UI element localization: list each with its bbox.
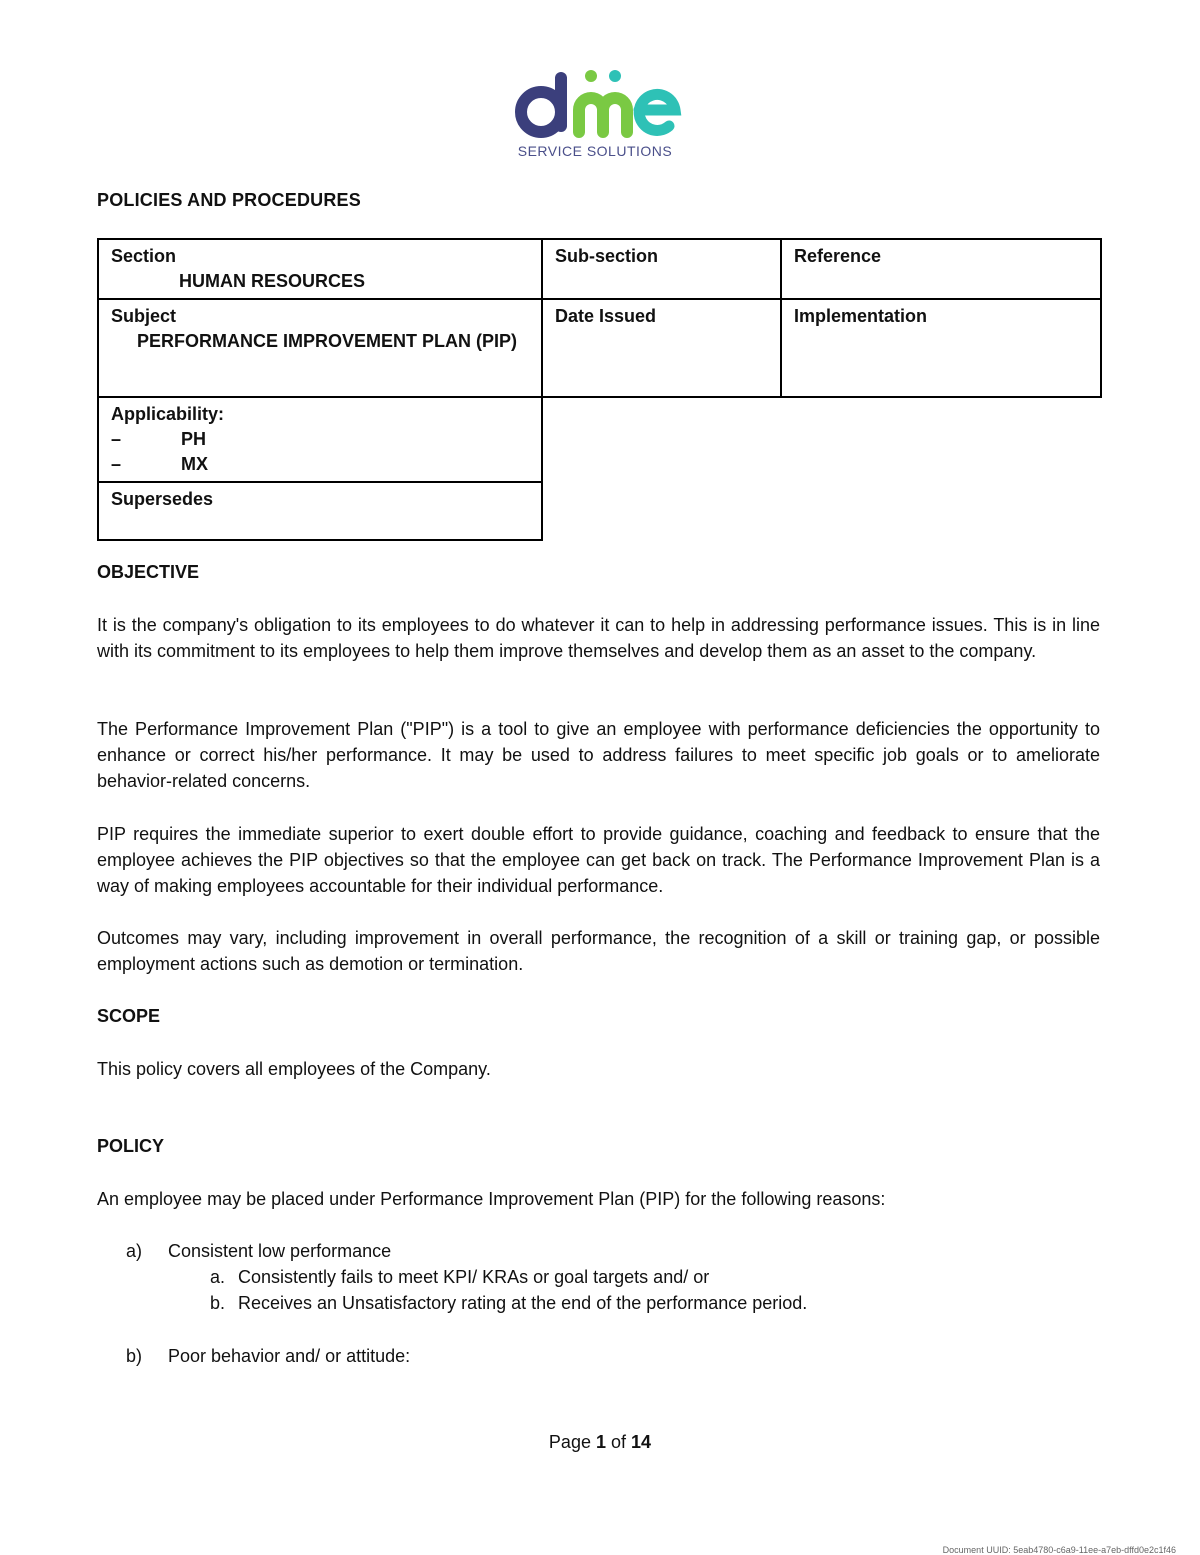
objective-title: OBJECTIVE [97, 562, 200, 582]
document-uuid: Document UUID: 5eab4780-c6a9-11ee-a7eb-dffd0e2c1f46 [942, 1545, 1176, 1555]
sub-list-marker: b. [210, 1293, 226, 1313]
sub-list-item: Receives an Unsatisfactory rating at the end of the performance period. [238, 1293, 808, 1313]
reference-cell [781, 239, 1101, 299]
subsection-label: Sub-section [555, 246, 659, 266]
policy-title: POLICY [97, 1136, 165, 1156]
policy-info-table [97, 238, 1102, 541]
sub-list-marker: a. [210, 1267, 226, 1287]
applicability-cell [98, 397, 542, 482]
subject-value: PERFORMANCE IMPROVEMENT PLAN (PIP) [137, 331, 518, 351]
section-value: HUMAN RESOURCES [179, 271, 366, 291]
objective-paragraph: PIP requires the immediate superior to exert double effort to provide guidance, coaching and feedback to ensure that the employee achieves the PIP objectives so that the employee can get back on track. The Performance Improvement Plan is a way of making employees accountable for their individual performance. [97, 824, 1100, 896]
applicability-item-label: MX [181, 454, 208, 474]
list-item: Consistent low performance [168, 1241, 392, 1261]
date-issued-cell [542, 299, 781, 397]
dme-logo-icon [515, 66, 685, 146]
dash-bullet-icon: – [111, 454, 122, 474]
list-marker: a) [126, 1241, 143, 1261]
logo-tagline: SERVICE SOLUTIONS [517, 143, 673, 159]
empty-area [542, 397, 1101, 482]
subsection-cell [542, 239, 781, 299]
page-total: 14 [631, 1432, 652, 1452]
supersedes-cell [98, 482, 542, 540]
section-cell [98, 239, 542, 299]
page-word: Page [548, 1432, 591, 1452]
objective-paragraph: It is the company's obligation to its employees to do whatever it can to help in addressing performance issues. This is in line with its commitment to its employees to help them improve themselves and develop them as an asset to the company. [97, 615, 1100, 661]
objective-paragraph: Outcomes may vary, including improvement in overall performance, the recognition of a skill or training gap, or possible employment actions such as demotion or termination. [97, 928, 1100, 974]
subject-label: Subject [111, 306, 177, 326]
policy-intro: An employee may be placed under Performance Improvement Plan (PIP) for the following reasons: [97, 1189, 886, 1209]
objective-paragraph: The Performance Improvement Plan ("PIP") is a tool to give an employee with performance deficiencies the opportunity to enhance or correct his/her performance. It may be used to address failures to meet specific job goals or to ameliorate behavior-related concerns. [97, 719, 1100, 791]
company-logo [515, 66, 685, 162]
empty-area [542, 482, 1101, 540]
of-word: of [611, 1432, 627, 1452]
scope-text: This policy covers all employees of the Company. [97, 1059, 491, 1079]
applicability-item [111, 427, 529, 452]
page-footer [0, 1432, 1200, 1453]
list-item: Poor behavior and/ or attitude: [168, 1346, 411, 1366]
page-current: 1 [595, 1432, 606, 1452]
subject-cell [98, 299, 542, 397]
implementation-cell [781, 299, 1101, 397]
applicability-label: Applicability: [111, 404, 225, 424]
list-marker: b) [126, 1346, 143, 1366]
applicability-item [111, 452, 529, 477]
dash-bullet-icon: – [111, 429, 122, 449]
date-issued-label: Date Issued [555, 306, 657, 326]
applicability-item-label: PH [181, 429, 207, 449]
scope-title: SCOPE [97, 1006, 161, 1026]
document-heading: POLICIES AND PROCEDURES [97, 190, 361, 210]
sub-list-item: Consistently fails to meet KPI/ KRAs or goal targets and/ or [238, 1267, 710, 1287]
section-label: Section [111, 246, 177, 266]
reference-label: Reference [794, 246, 882, 266]
implementation-label: Implementation [794, 306, 928, 326]
supersedes-label: Supersedes [111, 489, 214, 509]
